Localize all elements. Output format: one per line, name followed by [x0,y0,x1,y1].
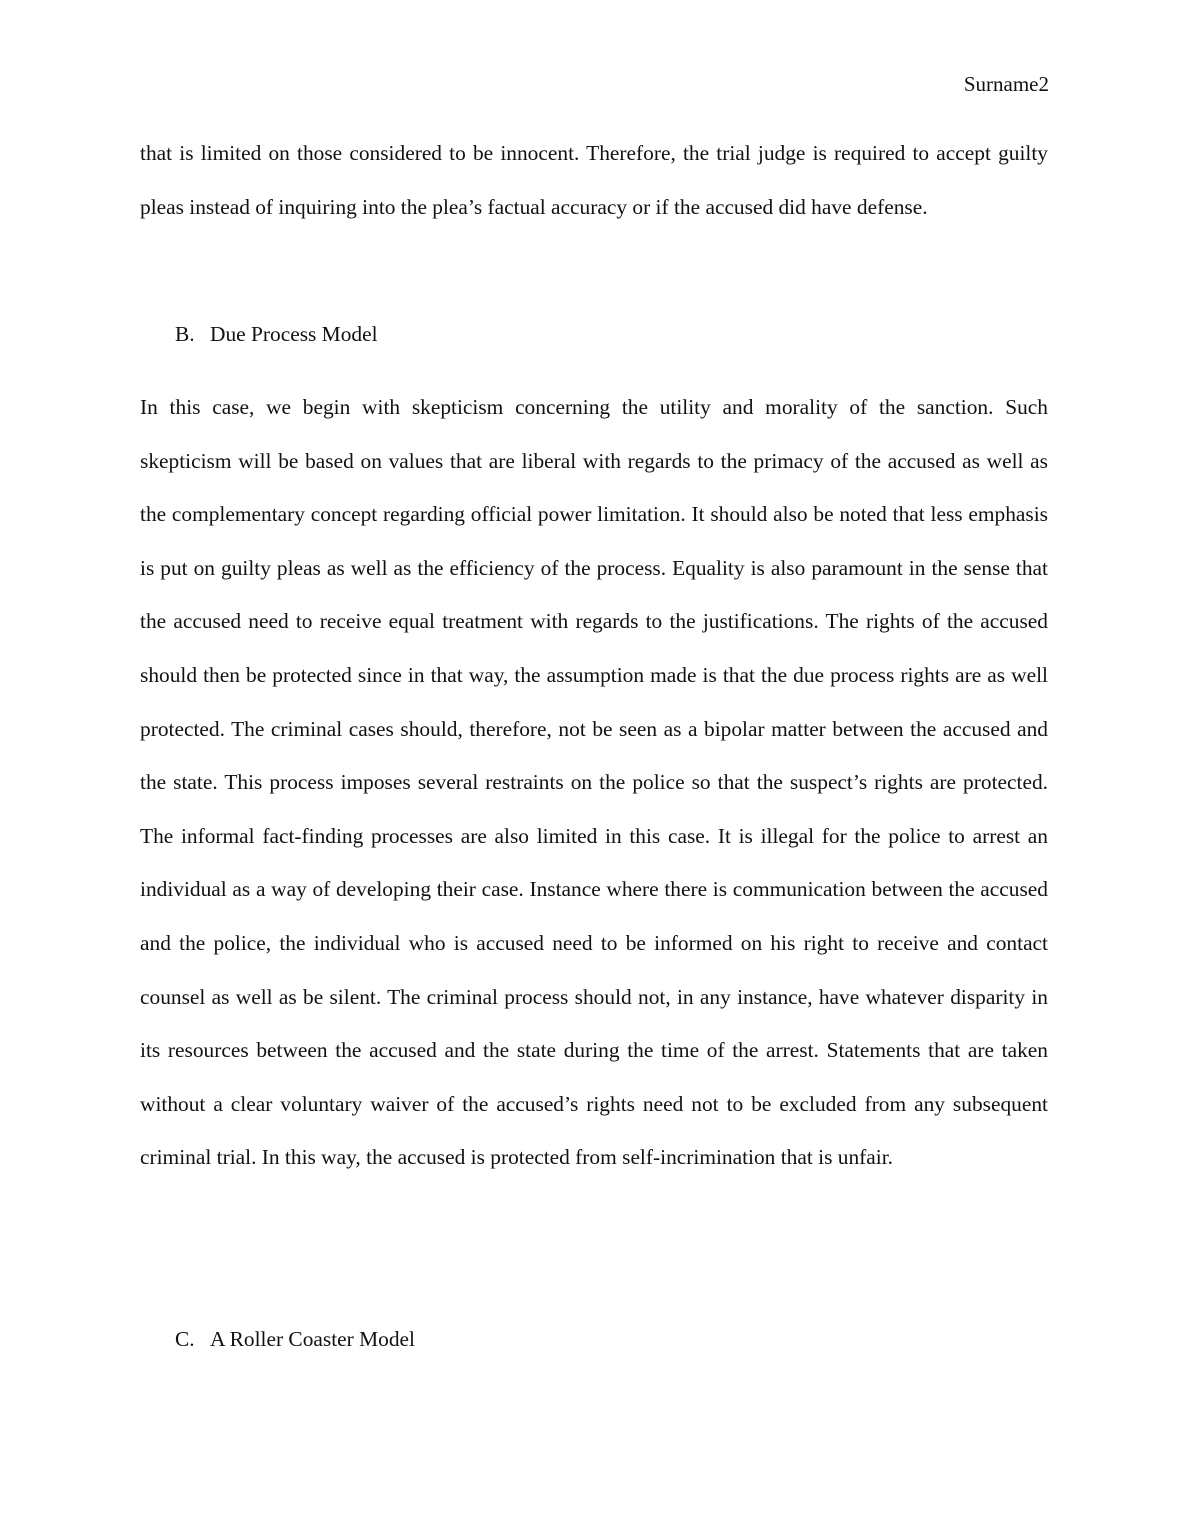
section-heading-letter: B. [175,322,195,346]
section-heading-letter: C. [175,1327,195,1351]
page-header [964,71,1049,97]
body-paragraph: In this case, we begin with skepticism concerning the utility and morality of the sanction. Such skepticism will be based on values that are liberal with regards to the primacy of the accused as well as the complementary concept regarding official power limitation. It should also be noted that less emphasis is put on guilty pleas as well as the efficiency of the process. Equality is also paramount in the sense that the accused need to receive equal treatment with regards to the justifications. The rights of the accused should then be protected since in that way, the assumption made is that the due process rights are as well protected. The criminal cases should, therefore, not be seen as a bipolar matter between the accused and the state. This process imposes several restraints on the police so that the suspect’s rights are protected. The informal fact-finding processes are also limited in this case. It is illegal for the police to arrest an individual as a way of developing their case. Instance where there is communication between the accused and the police, the individual who is accused need to be informed on his right to receive and contact counsel as well as be silent. The criminal process should not, in any instance, have whatever disparity in its resources between the accused and the state during the time of the arrest. Statements that are taken without a clear voluntary waiver of the accused’s rights need not to be excluded from any subsequent criminal trial. In this way, the accused is protected from self-incrimination that is unfair. [140,395,1048,1170]
section-heading-title: A Roller Coaster Model [210,1327,415,1351]
section-heading [175,319,378,349]
section-heading-title: Due Process Model [210,322,378,346]
header-page-number: 2 [1038,72,1049,96]
section-heading [175,1324,415,1354]
body-paragraph: that is limited on those considered to be innocent. Therefore, the trial judge is required to accept guilty pleas instead of inquiring into the plea’s factual accuracy or if the accused did have defense. [140,141,1048,219]
header-surname: Surname [963,72,1039,96]
